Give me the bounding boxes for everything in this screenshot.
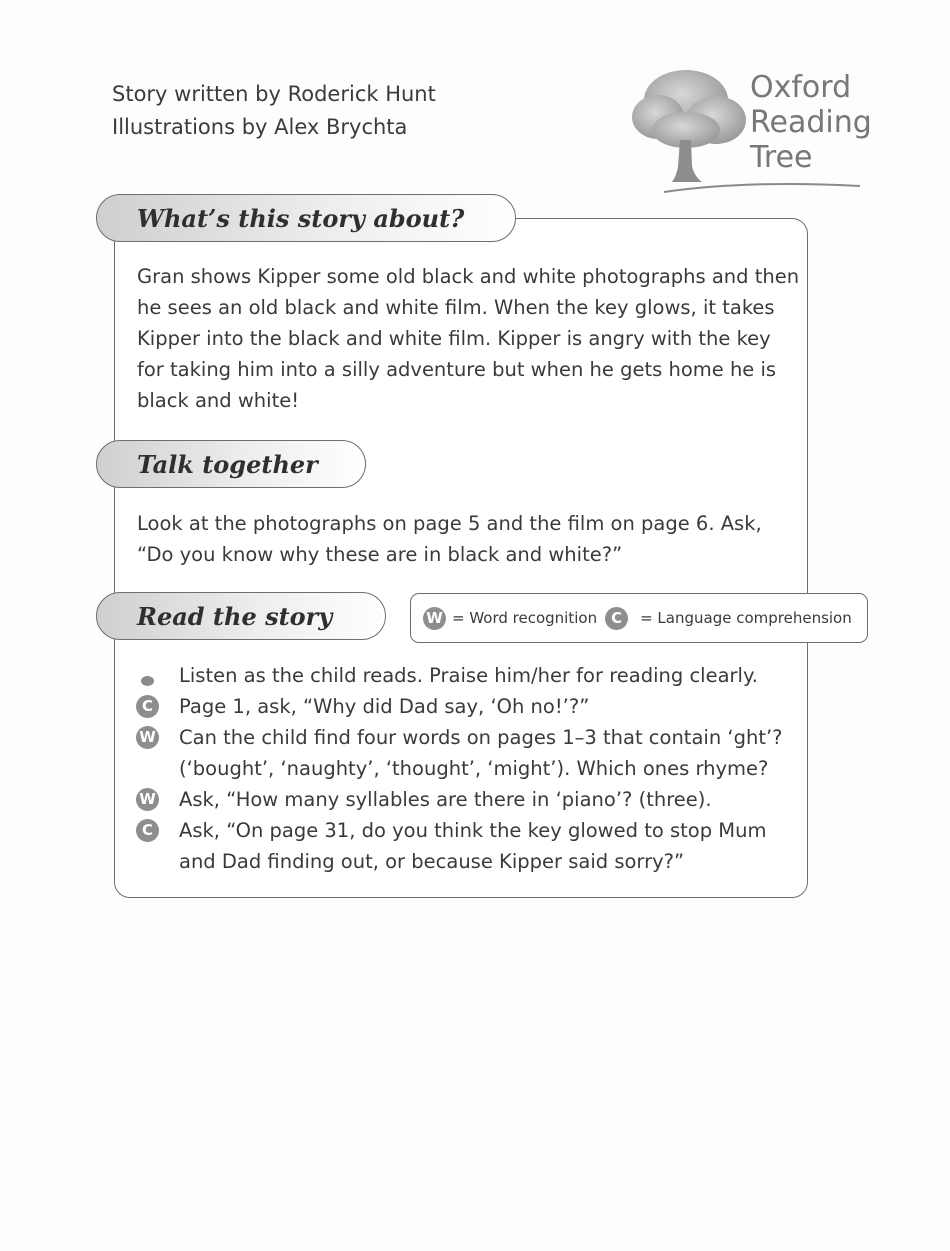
reading-prompts-list [136,660,783,877]
list-item [136,815,783,877]
summary-line: he sees an old black and white film. When the key glows, it takes [137,296,775,319]
summary-line: black and white! [137,389,300,412]
oxford-reading-tree-logo [628,62,872,202]
list-item-text: Page 1, ask, “Why did Dad say, ‘Oh no!’?” [179,695,590,718]
word-recognition-badge-icon: W [136,788,159,811]
list-item [136,691,783,722]
legend [410,593,868,643]
language-comprehension-badge-icon: C [605,607,628,630]
list-item [136,722,783,784]
heading-text: Read the story [137,601,333,631]
author-credit: Story written by Roderick Hunt [112,82,436,106]
comprehension-badge-icon: C [136,695,159,718]
comprehension-badge-icon: C [136,819,159,842]
heading-text: What’s this story about? [137,203,465,233]
legend-word-recognition: = Word recognition [452,609,598,627]
section-heading-talk-together [96,440,366,488]
section-heading-story-about [96,194,516,242]
list-item-text: (‘bought’, ‘naughty’, ‘thought’, ‘might’). Which ones rhyme? [179,757,769,780]
summary-line: for taking him into a silly adventure but when he gets home he is [137,358,777,381]
list-item-text: Ask, “How many syllables are there in ‘piano’? (three). [179,788,712,811]
word-recognition-badge-icon: W [423,607,446,630]
list-item [136,660,783,691]
logo-text [750,70,872,175]
logo-line-tree: Tree [750,140,813,175]
list-item-text: Listen as the child reads. Praise him/her for reading clearly. [179,664,758,687]
section-heading-read-story [96,592,386,640]
summary-line: Kipper into the black and white film. Kipper is angry with the key [137,327,771,350]
list-item-text: and Dad finding out, or because Kipper said sorry?” [179,850,685,873]
logo-line-reading: Reading [750,105,872,140]
talk-together-text [137,508,762,570]
list-item-text: Can the child find four words on pages 1–3 that contain ‘ght’? [179,726,783,749]
credits [112,78,436,144]
talk-line: Look at the photographs on page 5 and the film on page 6. Ask, [137,512,762,535]
summary-line: Gran shows Kipper some old black and white photographs and then [137,265,800,288]
legend-language-comprehension: = Language comprehension [640,609,852,627]
illustrator-credit: Illustrations by Alex Brychta [112,115,408,139]
heading-text: Talk together [137,449,318,479]
story-summary [137,261,799,416]
talk-line: “Do you know why these are in black and white?” [137,543,623,566]
logo-line-oxford: Oxford [750,70,852,105]
list-item [136,784,783,815]
word-recognition-badge-icon: W [136,726,159,749]
list-item-text: Ask, “On page 31, do you think the key glowed to stop Mum [179,819,767,842]
